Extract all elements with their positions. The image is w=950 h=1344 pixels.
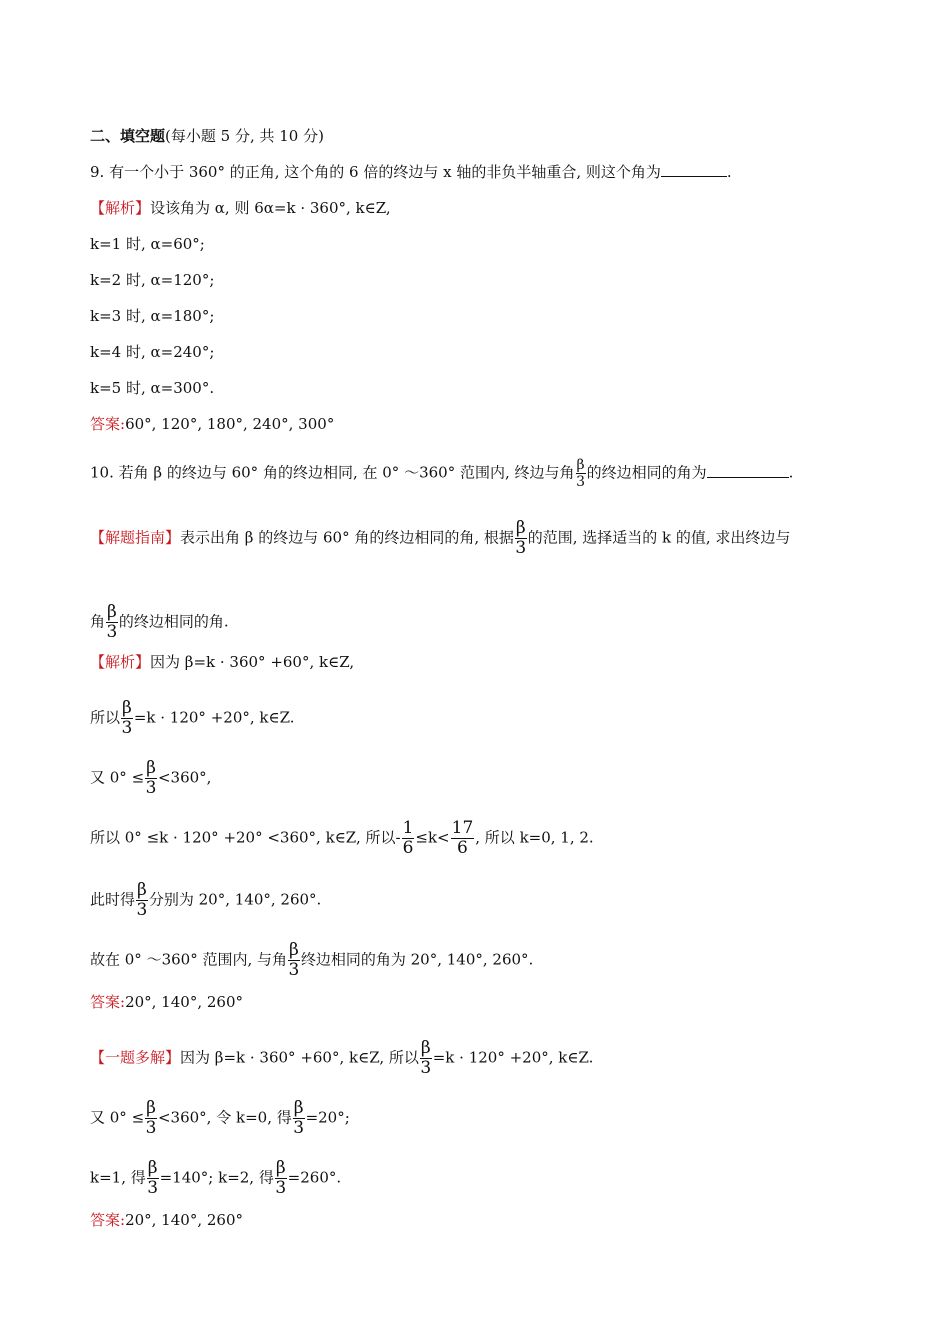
fraction-17-over-6: $\frac{17}{6}$ <box>451 818 474 858</box>
q10-alternative-line: 又 0° ≤ $\frac{\beta}{3}$ <360°, 令 k=0, 得 $\frac{\beta}{3}$ =20°; <box>90 1098 350 1138</box>
fraction-beta-over-3: $\frac{\beta}{3}$ <box>106 602 118 642</box>
guide-label: 【解题指南】 <box>90 528 181 547</box>
section-note: (每小题 5 分, 共 10 分) <box>165 127 324 145</box>
q9-analysis <box>90 198 391 218</box>
question-9-text: 9. 有一个小于 360° 的正角, 这个角的 6 倍的终边与 x 轴的非负半轴重合, 则这个角为 <box>90 163 661 181</box>
answer-label: 答案: <box>90 1211 126 1229</box>
fraction-beta-over-3: $\frac{\beta}{3}$ <box>293 1098 305 1138</box>
fraction-beta-over-3: $\frac{\beta}{3}$ <box>420 1038 432 1078</box>
analysis-text: 设该角为 α, 则 6α=k · 360°, k∈Z, <box>150 199 391 217</box>
fraction-beta-over-3: $\frac{\beta}{3}$ <box>147 1158 159 1198</box>
fraction-beta-over-3: $\frac{\beta}{3}$ <box>515 518 527 558</box>
fraction-beta-over-3: $\frac{\beta}{3}$ <box>145 758 157 798</box>
question-9: 9. 有一个小于 360° 的正角, 这个角的 6 倍的终边与 x 轴的非负半轴重合, 则这个角为 . <box>90 163 732 181</box>
q10-guide: 【解题指南】表示出角 β 的终边与 60° 角的终边相同的角, 根据 $\frac{\beta}{3}$ 的范围, 选择适当的 k 的值, 求出终边与 <box>90 518 791 558</box>
q10-guide-line2: 角 $\frac{\beta}{3}$ 的终边相同的角. <box>90 602 229 642</box>
q10-alternative: 【一题多解】因为 β=k · 360° +60°, k∈Z, 所以 $\frac{\beta}{3}$ =k · 120° +20°, k∈Z. <box>90 1038 594 1078</box>
fraction-beta-over-3: $\frac{\beta}{3}$ <box>576 457 586 490</box>
answer-text: 20°, 140°, 260° <box>125 1211 243 1229</box>
q9-case: k=1 时, α=60°; <box>90 235 205 253</box>
analysis-label: 【解析】 <box>90 653 151 671</box>
q10-analysis-line: 此时得 $\frac{\beta}{3}$ 分别为 20°, 140°, 260°. <box>90 880 322 920</box>
answer-blank <box>661 162 727 177</box>
question-10: 10. 若角 β 的终边与 60° 角的终边相同, 在 0° ～360° 范围内, 终边与角 $\frac{\beta}{3}$ 的终边相同的角为 . <box>90 457 794 490</box>
q9-case: k=2 时, α=120°; <box>90 271 215 289</box>
section-title: 二、填空题 <box>90 127 166 145</box>
q10-analysis: 【解析】因为 β=k · 360° +60°, k∈Z, <box>90 653 355 671</box>
q10-analysis-line: 又 0° ≤ $\frac{\beta}{3}$ <360°, <box>90 758 212 798</box>
fraction-1-over-6: $\frac{1}{6}$ <box>402 818 414 858</box>
answer-text: 60°, 120°, 180°, 240°, 300° <box>125 415 335 433</box>
alt-solution-label: 【一题多解】 <box>90 1048 181 1067</box>
answer-label: 答案: <box>90 993 126 1011</box>
q10-answer <box>90 992 243 1012</box>
fraction-beta-over-3: $\frac{\beta}{3}$ <box>145 1098 157 1138</box>
q10-analysis-line: 所以 0° ≤k · 120° +20° <360°, k∈Z, 所以- $\frac{1}{6}$ ≤k< $\frac{17}{6}$ , 所以 k=0, 1, 2. <box>90 818 594 858</box>
q10-answer-2 <box>90 1210 243 1230</box>
fraction-beta-over-3: $\frac{\beta}{3}$ <box>288 940 300 980</box>
fraction-beta-over-3: $\frac{\beta}{3}$ <box>136 880 148 920</box>
analysis-label: 【解析】 <box>90 199 151 217</box>
q10-analysis-line: 故在 0° ～360° 范围内, 与角 $\frac{\beta}{3}$ 终边相同的角为 20°, 140°, 260°. <box>90 940 534 980</box>
answer-blank <box>707 463 789 478</box>
q9-case: k=4 时, α=240°; <box>90 343 215 361</box>
q9-case: k=3 时, α=180°; <box>90 307 215 325</box>
answer-text: 20°, 140°, 260° <box>125 993 243 1011</box>
q10-analysis-line: 所以 $\frac{\beta}{3}$ =k · 120° +20°, k∈Z. <box>90 698 295 738</box>
q10-alternative-line: k=1, 得 $\frac{\beta}{3}$ =140°; k=2, 得 $\frac{\beta}{3}$ =260°. <box>90 1158 342 1198</box>
q9-case: k=5 时, α=300°. <box>90 379 215 397</box>
fraction-beta-over-3: $\frac{\beta}{3}$ <box>121 698 133 738</box>
answer-label: 答案: <box>90 415 126 433</box>
fraction-beta-over-3: $\frac{\beta}{3}$ <box>275 1158 287 1198</box>
q9-answer <box>90 414 334 434</box>
section-heading <box>90 126 324 146</box>
